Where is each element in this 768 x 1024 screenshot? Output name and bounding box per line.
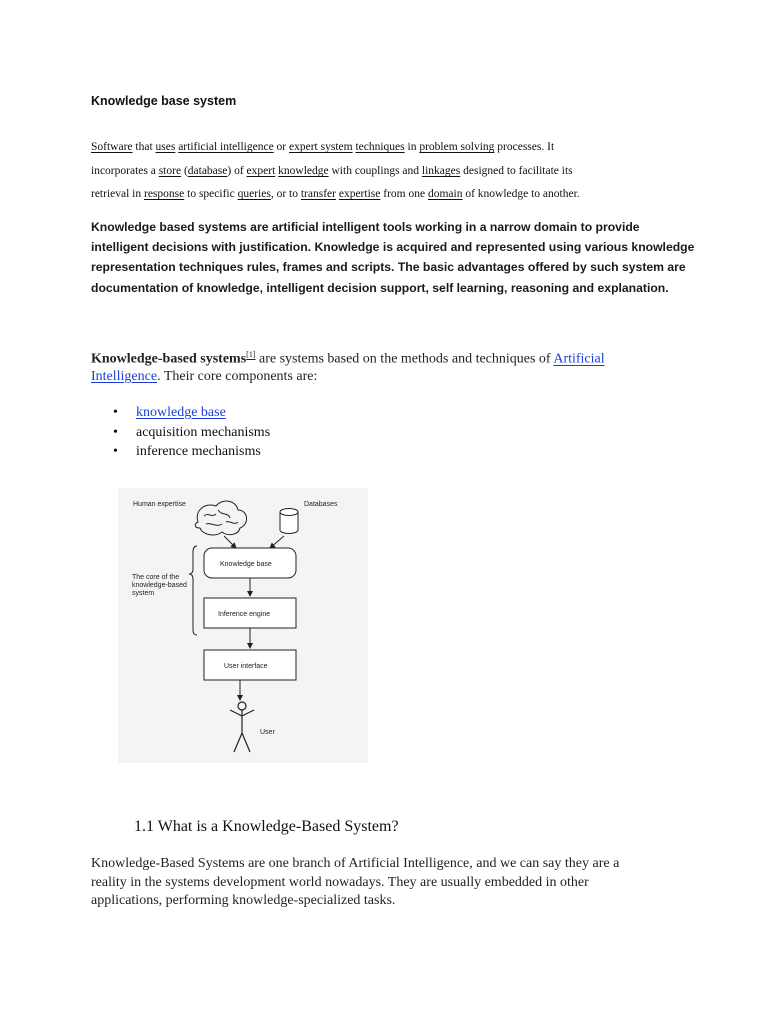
- text: to specific: [184, 188, 238, 200]
- footnote-ref-link[interactable]: [1]: [246, 350, 256, 359]
- text: retrieval in: [91, 188, 145, 200]
- para2-line: Knowledge based systems are artificial intelligent tools working in a narrow domain to provide: [91, 220, 640, 234]
- section-line: applications, performing knowledge-specialized tasks.: [91, 893, 396, 908]
- bullet-marker: •: [113, 425, 118, 440]
- para1-line2: [91, 163, 573, 179]
- core-label-line3: system: [132, 590, 155, 597]
- kbs-term: Knowledge-based systems: [91, 351, 247, 367]
- knowledge-base-label: Knowledge base: [220, 561, 272, 568]
- link-transfer[interactable]: transfer: [300, 188, 336, 200]
- link-uses[interactable]: uses: [155, 141, 176, 153]
- para1-line1: [91, 139, 554, 155]
- list-item-knowledge-base-link[interactable]: knowledge base: [136, 405, 226, 420]
- text: incorporates a: [91, 165, 159, 177]
- link-response[interactable]: response: [144, 188, 185, 200]
- link-expert[interactable]: expert: [246, 165, 276, 177]
- link-artificial-intelligence[interactable]: artificial intelligence: [178, 141, 274, 153]
- bullet-marker: •: [113, 405, 118, 420]
- bullet-marker: •: [113, 444, 118, 459]
- link-artificial-intelligence-wiki[interactable]: Artificial: [553, 351, 605, 367]
- para3-line1: [91, 350, 605, 368]
- link-linkages[interactable]: linkages: [421, 165, 461, 177]
- para2-line: documentation of knowledge, intelligent decision support, self learning, reasoning and explanation.: [91, 281, 669, 295]
- para2-line: intelligent decisions with justification. Knowledge is acquired and represented using various knowledge: [91, 240, 695, 254]
- link-expert-system[interactable]: expert system: [289, 141, 353, 153]
- text: of knowledge to another.: [462, 188, 580, 200]
- text: or: [273, 141, 290, 153]
- database-icon: [280, 509, 298, 534]
- databases-label: Databases: [304, 501, 338, 508]
- kbs-diagram: [118, 488, 368, 763]
- link-techniques[interactable]: techniques: [355, 141, 405, 153]
- link-domain[interactable]: domain: [427, 188, 463, 200]
- text: ) of: [227, 165, 247, 177]
- link-problem-solving[interactable]: problem solving: [419, 141, 495, 153]
- section-line: Knowledge-Based Systems are one branch of Artificial Intelligence, and we can say they are a: [91, 856, 620, 871]
- text: processes. It: [494, 141, 555, 153]
- core-label-line2: knowledge-based: [132, 582, 187, 589]
- link-software[interactable]: Software: [91, 141, 133, 153]
- text: . Their core components are:: [157, 369, 318, 384]
- link-expertise[interactable]: expertise: [338, 188, 381, 200]
- text: in: [404, 141, 420, 153]
- user-label: User: [260, 729, 275, 736]
- text: from one: [380, 188, 428, 200]
- text: , or to: [270, 188, 301, 200]
- text: are systems based on the methods and techniques of: [255, 351, 554, 367]
- doc-title: Knowledge base system: [91, 94, 237, 108]
- link-queries[interactable]: queries: [237, 188, 271, 200]
- user-interface-label: User interface: [224, 663, 268, 670]
- section-line: reality in the systems development world nowadays. They are usually embedded in other: [91, 875, 589, 890]
- human-expertise-label: Human expertise: [133, 501, 186, 508]
- text: (: [181, 165, 188, 177]
- core-label-line1: The core of the: [132, 574, 180, 581]
- list-item: acquisition mechanisms: [136, 425, 271, 440]
- text: that: [132, 141, 156, 153]
- section-heading: 1.1 What is a Knowledge-Based System?: [134, 818, 399, 835]
- link-store[interactable]: store: [158, 165, 182, 177]
- link-knowledge[interactable]: knowledge: [278, 165, 329, 177]
- text: designed to facilitate its: [460, 165, 573, 177]
- text: with couplings and: [328, 165, 422, 177]
- list-item: inference mechanisms: [136, 444, 261, 459]
- para2-line: representation techniques rules, frames and scripts. The basic advantages offered by such system are: [91, 260, 686, 274]
- inference-engine-label: Inference engine: [218, 611, 271, 618]
- link-database[interactable]: database: [187, 165, 228, 177]
- para3-line2: [91, 369, 317, 385]
- para1-line3: [91, 186, 580, 202]
- link-intelligence-wiki[interactable]: Intelligence: [91, 369, 158, 384]
